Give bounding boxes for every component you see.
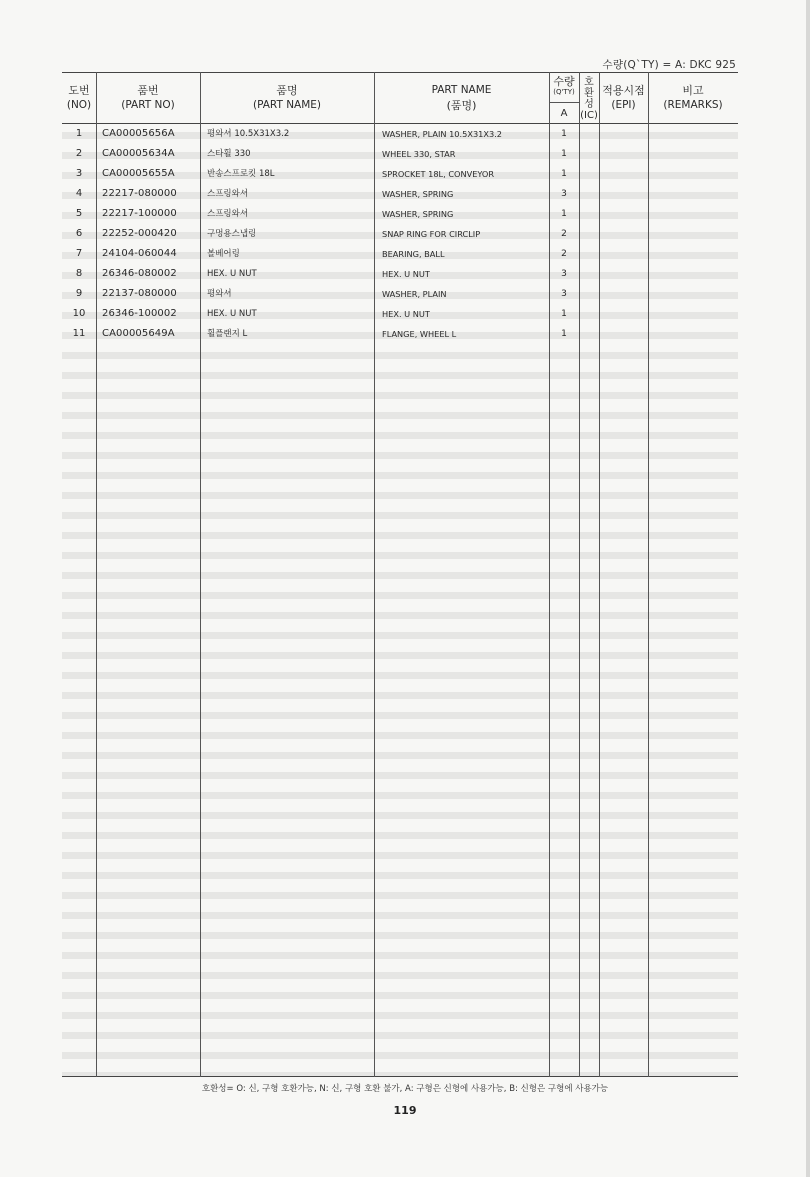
cell-qty: 1 [561, 169, 567, 179]
cell-part-no: 22137-080000 [102, 288, 177, 299]
table-row [62, 224, 738, 244]
cell-name-en: WHEEL 330, STAR [382, 149, 456, 159]
cell-no: 5 [75, 208, 83, 219]
cell-qty: 1 [561, 309, 567, 319]
cell-name-ko: 평와셔 10.5X31X3.2 [207, 129, 290, 139]
cell-name-ko: 평와셔 [207, 289, 232, 299]
cell-name-ko: 휠플랜지 L [207, 329, 248, 339]
page-edge [806, 0, 810, 1177]
header-part-no-ko: 품번 [137, 83, 159, 97]
table-rows [62, 124, 738, 344]
header-no-en: (NO) [66, 98, 92, 111]
cell-no: 8 [75, 268, 83, 279]
cell-no: 7 [75, 248, 83, 259]
cell-no: 11 [72, 328, 86, 339]
cell-name-ko: 반송스프로킷 18L [207, 169, 275, 179]
header-ic-char: 호 [584, 76, 594, 88]
header-qty-variant: A [560, 107, 568, 119]
table-row [62, 144, 738, 164]
header-ic-char: 성 [584, 98, 594, 110]
table-row [62, 264, 738, 284]
table-row [62, 304, 738, 324]
cell-name-en: BEARING, BALL [382, 249, 445, 259]
cell-qty: 3 [561, 289, 567, 299]
cell-name-ko: HEX. U NUT [207, 309, 257, 319]
cell-part-no: 22252-000420 [102, 228, 177, 239]
header-qty-ko: 수량 [553, 75, 575, 88]
cell-qty: 2 [561, 229, 567, 239]
header-epi-ko: 적용시점 [602, 83, 645, 97]
header-part-name-en-sub: (품명) [446, 98, 477, 112]
table-bottom-rule [62, 1076, 738, 1077]
header-part-name-ko-sub: (PART NAME) [252, 98, 322, 111]
header-remarks-ko: 비고 [682, 83, 704, 97]
cell-qty: 2 [561, 249, 567, 259]
cell-no: 2 [75, 148, 83, 159]
cell-qty: 1 [561, 129, 567, 139]
header-no [62, 72, 96, 123]
compatibility-footnote: 호환성= O: 신, 구형 호환가능, N: 신, 구형 호환 불가, A: 구형은 신형에 사용가능, B: 신형은 구형에 사용가능 [201, 1084, 609, 1094]
cell-qty: 1 [561, 209, 567, 219]
header-ic-char: 환 [584, 87, 594, 99]
cell-no: 9 [75, 288, 83, 299]
cell-name-en: WASHER, SPRING [382, 209, 454, 219]
header-part-name-en-title: PART NAME [431, 83, 492, 96]
cell-part-no: CA00005634A [102, 148, 175, 159]
cell-qty: 3 [561, 189, 567, 199]
cell-name-en: WASHER, SPRING [382, 189, 454, 199]
header-no-ko: 도번 [68, 83, 90, 97]
cell-name-en: HEX. U NUT [382, 309, 430, 319]
cell-name-ko: 스타휠 330 [207, 149, 251, 159]
header-remarks-en: (REMARKS) [663, 98, 723, 111]
cell-part-no: 22217-100000 [102, 208, 177, 219]
page-number: 119 [393, 1104, 417, 1117]
table-row [62, 164, 738, 184]
cell-qty: 3 [561, 269, 567, 279]
cell-name-en: FLANGE, WHEEL L [382, 329, 457, 339]
table-row [62, 184, 738, 204]
header-part-no [96, 72, 200, 123]
cell-part-no: 26346-080002 [102, 268, 177, 279]
header-part-no-en: (PART NO) [121, 98, 175, 111]
header-part-name-en [374, 72, 549, 123]
header-qty [549, 72, 579, 102]
table-row [62, 324, 738, 344]
cell-name-en: WASHER, PLAIN 10.5X31X3.2 [382, 129, 502, 139]
cell-part-no: 26346-100002 [102, 308, 177, 319]
table-row [62, 244, 738, 264]
cell-qty: 1 [561, 329, 567, 339]
cell-part-no: 24104-060044 [102, 248, 177, 259]
cell-part-no: CA00005656A [102, 128, 175, 139]
cell-name-ko: 스프링와셔 [207, 189, 249, 199]
cell-name-en: SPROCKET 18L, CONVEYOR [382, 169, 495, 179]
cell-no: 4 [75, 188, 83, 199]
header-ic [579, 74, 599, 123]
cell-no: 3 [75, 168, 83, 179]
cell-part-no: 22217-080000 [102, 188, 177, 199]
parts-table [62, 72, 738, 1077]
table-row [62, 204, 738, 224]
cell-no: 1 [75, 128, 83, 139]
cell-name-ko: 구멍용스냅링 [207, 229, 257, 239]
cell-no: 6 [75, 228, 83, 239]
header-ic-code: (IC) [580, 109, 598, 121]
cell-no: 10 [72, 308, 86, 319]
cell-name-en: HEX. U NUT [382, 269, 430, 279]
header-remarks [648, 72, 738, 123]
cell-qty: 1 [561, 149, 567, 159]
cell-name-ko: 볼베어링 [207, 249, 240, 259]
qty-note: 수량(Q`TY) = A: DKC 925 [602, 59, 736, 71]
table-row [62, 124, 738, 144]
table-row [62, 284, 738, 304]
cell-name-ko: 스프링와셔 [207, 209, 249, 219]
cell-name-en: WASHER, PLAIN [382, 289, 447, 299]
header-part-name-ko-title: 품명 [276, 83, 298, 97]
header-part-name-ko [200, 72, 374, 123]
header-epi-en: (EPI) [611, 98, 636, 111]
cell-part-no: CA00005655A [102, 168, 175, 179]
cell-name-ko: HEX. U NUT [207, 269, 257, 279]
header-qty-en: (Q'TY) [553, 88, 575, 96]
cell-part-no: CA00005649A [102, 328, 175, 339]
cell-name-en: SNAP RING FOR CIRCLIP [382, 229, 481, 239]
header-epi [599, 72, 648, 123]
